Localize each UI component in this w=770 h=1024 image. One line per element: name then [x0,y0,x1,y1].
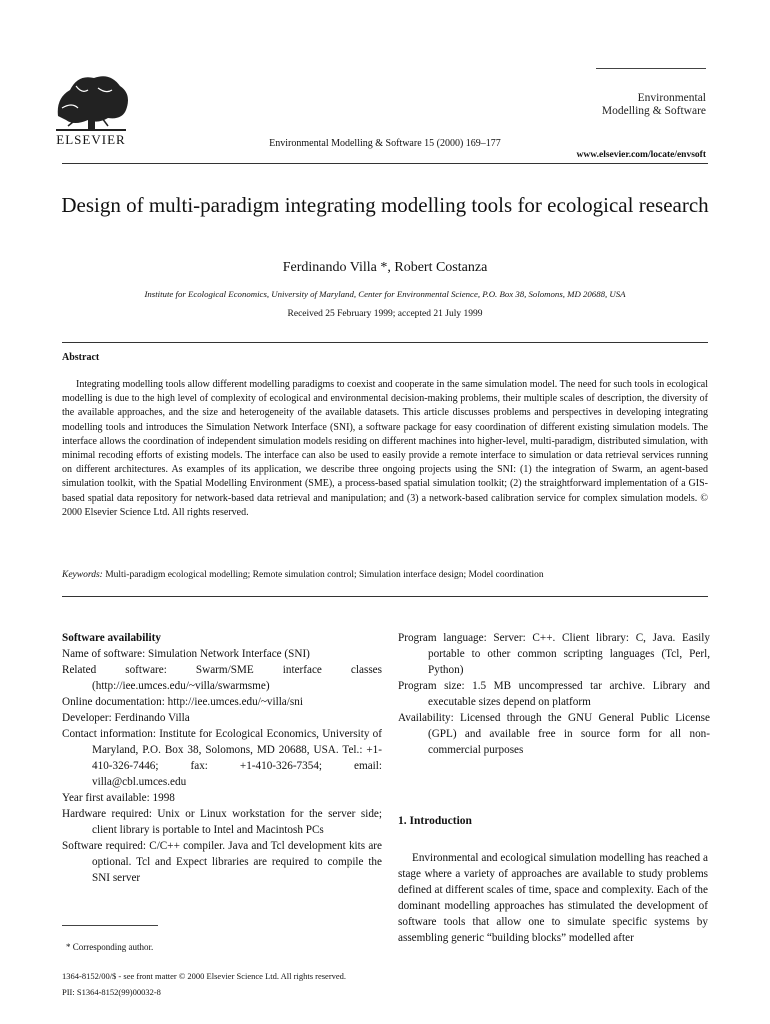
software-entry: Software required: C/C++ compiler. Java and Tcl development kits are optional. Tcl and Expect libraries are required to compile the SNI server [62,840,382,884]
keywords-rule [62,596,708,597]
corresponding-author-note: * Corresponding author. [66,942,154,952]
abstract-rule [62,342,708,343]
software-entry: Contact information: Institute for Ecological Economics, University of Maryland, P.O. Box 38, Solomons, MD 20688, USA. Tel.: +1-410-326-7446; fax: +1-410-326-7354; email: villa@cbl.umces.edu [62,728,382,788]
footnote-rule [62,925,158,926]
software-entry: Program language: Server: C++. Client library: C, Java. Easily portable to other common scripting languages (Tcl, Perl, Python) [398,632,710,676]
abstract-heading: Abstract [62,352,100,363]
journal-url[interactable]: www.elsevier.com/locate/envsoft [576,150,706,160]
article-authors: Ferdinando Villa *, Robert Costanza [282,260,488,275]
software-entry: Developer: Ferdinando Villa [62,712,190,724]
introduction-heading: 1. Introduction [398,815,472,827]
journal-reference: Environmental Modelling & Software 15 (2000) 169–177 [269,138,501,149]
journal-brand-line2: Modelling & Software [601,105,706,117]
keywords-list: Multi-paradigm ecological modelling; Remote simulation control; Simulation interface design; Model coordination [105,570,544,580]
software-entry: Name of software: Simulation Network Interface (SNI) [62,648,310,660]
introduction-text: Environmental and ecological simulation modelling has reached a stage where a variety of approaches are available to study problems defined at different scales of time, space and complexity. Each of the dominant modelling approaches has stimulated the development of software tools that allow one to simulate specific systems by assembling generic “building blocks” modelled after [398,852,708,944]
author-affiliation: Institute for Ecological Economics, University of Maryland, Center for Environmental Science, P.O. Box 38, Solomons, MD 20688, USA [144,289,626,299]
software-entry: Hardware required: Unix or Linux workstation for the server side; client library is portable to Intel and Macintosh PCs [62,808,382,836]
software-availability-heading: Software availability [62,632,161,644]
publisher-wordmark: ELSEVIER [56,132,126,147]
keywords [62,570,708,580]
software-availability-right [398,630,710,758]
software-entry: Online documentation: http://iee.umces.edu/~villa/sni [62,696,303,708]
software-entry: Year first available: 1998 [62,792,175,804]
journal-brand-line1: Environmental [637,92,706,104]
keywords-label: Keywords: [62,570,103,580]
header-rule [62,163,708,164]
pii-line: PII: S1364-8152(99)00032-8 [62,987,161,997]
abstract-text: Integrating modelling tools allow different modelling paradigms to coexist and cooperate in the same simulation model. The need for such tools in ecological modelling is due to the high level of complexity of ecological and environmental decision-making problems, their multiple scales of description, the diversity of the available approaches, and the size and heterogeneity of the available datasets. This article discusses problems and perspectives in developing integrating modelling tools and introduces the Simulation Network Interface (SNI), a software package for easy coordination of different existing simulation models. The interface allows the coordination of independent simulation models residing on different machines into higher-level, multi-paradigm, distributed simulation, with minimal recoding efforts of existing models. The interface can also be used to easily provide a remote interface to simulation or data retrieval services running on different architectures. As examples of its application, we describe three ongoing projects using the SNI: (1) the integration of Swarm, an agent-based simulation toolkit, with the Spatial Modelling Environment (SME), a process-based spatial simulation toolkit; (2) the straightforward implementation of a GIS-based spatial data repository for network-based data retrieval and manipulation; and (3) a network-based calibration service for complex simulation models. © 2000 Elsevier Science Ltd. All rights reserved. [62,379,708,518]
journal-brand [602,92,706,118]
issn-line: 1364-8152/00/$ - see front matter © 2000 Elsevier Science Ltd. All rights reserved. [62,971,347,981]
software-entry: Program size: 1.5 MB uncompressed tar archive. Library and executable sizes depend on platform [398,680,710,708]
software-availability-left [62,630,382,886]
software-entry: Related software: Swarm/SME interface classes (http://iee.umces.edu/~villa/swarmsme) [62,664,382,692]
software-entry: Availability: Licensed through the GNU General Public License (GPL) and available free in source form for all non-commercial purposes [398,712,710,756]
received-dates: Received 25 February 1999; accepted 21 July 1999 [287,309,483,319]
brand-rule [596,68,706,69]
article-title: Design of multi-paradigm integrating modelling tools for ecological research [61,193,709,217]
